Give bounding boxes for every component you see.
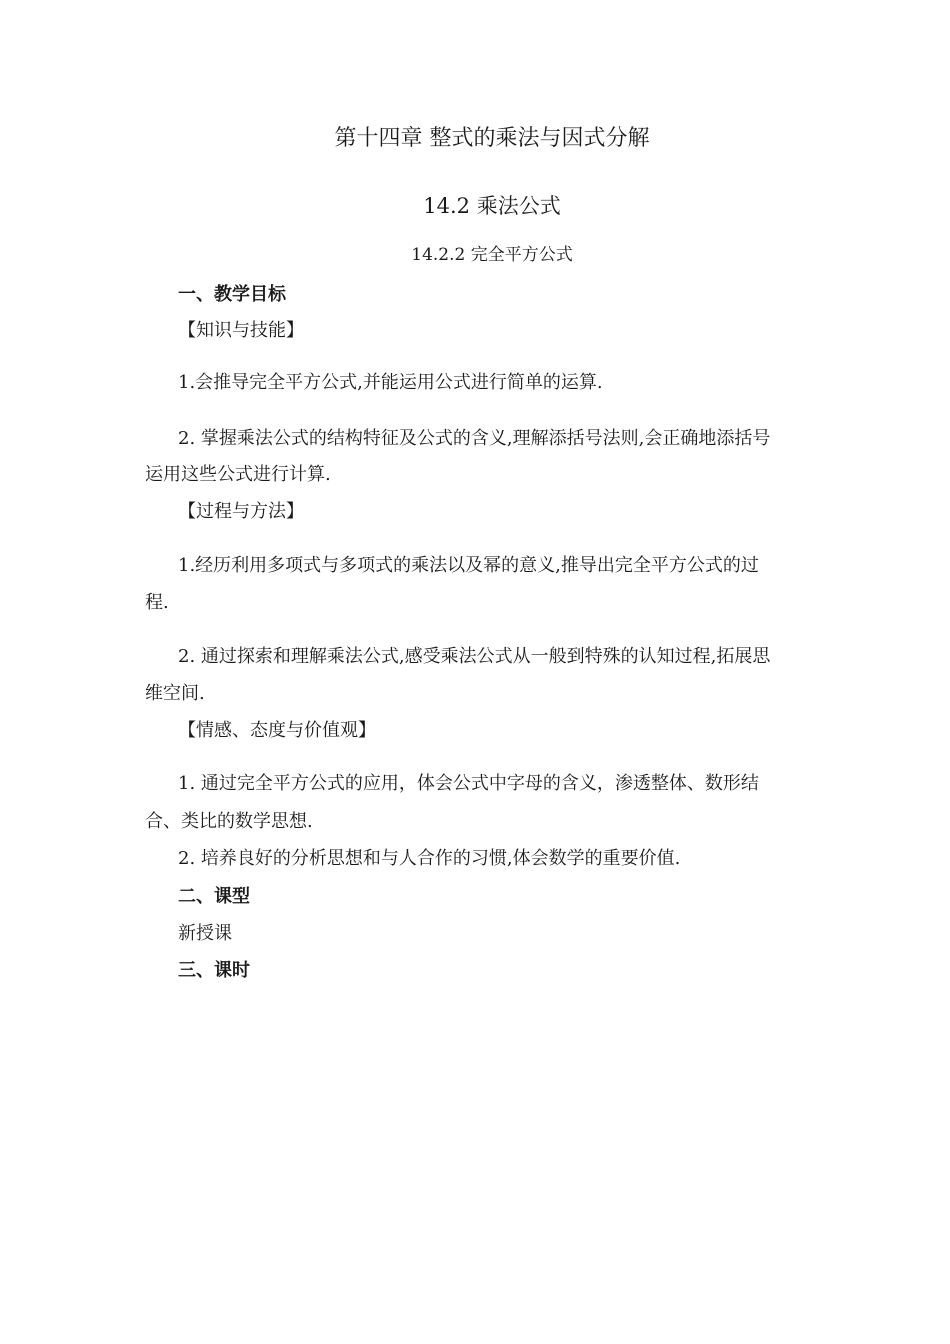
label-process-methods: 【过程与方法】 [178, 501, 304, 522]
subsection-title: 14.2.2 完全平方公式 [411, 245, 573, 265]
heading-lesson-hours: 三、课时 [178, 960, 250, 981]
lesson-type-value: 新授课 [178, 923, 232, 944]
label-knowledge-skills: 【知识与技能】 [178, 320, 304, 341]
chapter-title: 第十四章 整式的乘法与因式分解 [334, 126, 650, 151]
process-item-2-line-1: 2. 通过探索和理解乘法公式,感受乘法公式从一般到特殊的认知过程,拓展思 [178, 646, 771, 667]
process-item-2-line-2: 维空间. [145, 683, 205, 704]
heading-teaching-goals: 一、教学目标 [178, 284, 286, 305]
knowledge-item-2-line-1: 2. 掌握乘法公式的结构特征及公式的含义,理解添括号法则,会正确地添括号 [178, 428, 771, 449]
heading-lesson-type: 二、课型 [178, 886, 250, 907]
knowledge-item-2-line-2: 运用这些公式进行计算. [145, 464, 331, 485]
emotion-item-1-line-2: 合、类比的数学思想. [145, 811, 313, 832]
process-item-1-line-1: 1.经历利用多项式与多项式的乘法以及幂的意义,推导出完全平方公式的过 [178, 555, 759, 576]
knowledge-item-1: 1.会推导完全平方公式,并能运用公式进行简单的运算. [178, 372, 603, 393]
section-title: 14.2 乘法公式 [423, 194, 561, 218]
process-item-1-line-2: 程. [145, 592, 169, 613]
emotion-item-2: 2. 培养良好的分析思想和与人合作的习惯,体会数学的重要价值. [178, 848, 681, 869]
emotion-item-1-line-1: 1. 通过完全平方公式的应用，体会公式中字母的含义，渗透整体、数形结 [178, 773, 759, 794]
label-emotion-values: 【情感、态度与价值观】 [178, 720, 376, 741]
